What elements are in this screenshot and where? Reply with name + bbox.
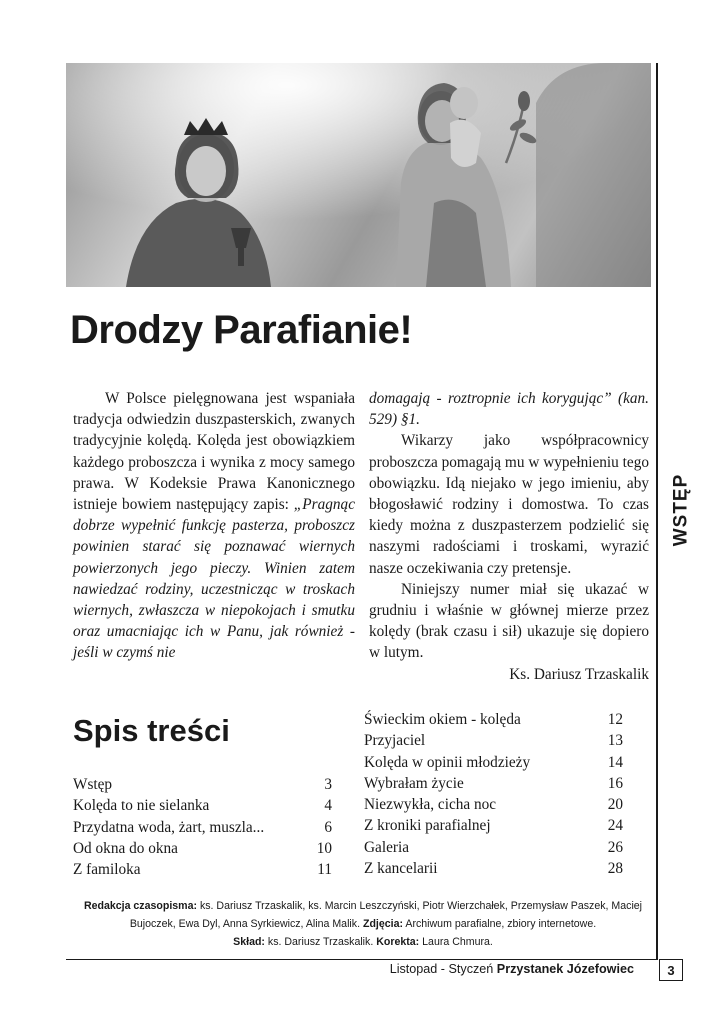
toc-item[interactable] — [364, 794, 623, 815]
toc-item[interactable] — [364, 837, 623, 858]
editorial-names: ks. Dariusz Trzaskalik, ks. Marcin Leszczyński, Piotr Wierzchałek, Przemysław Paszek, Maciej Bujoczek, Ewa Dyl, Anna Syrkiewicz, Alina Malik. — [129, 900, 643, 930]
article-paragraph-3: Niniejszy numer miał się ukazać w grudniu i właśnie w głównej mierze przez kolędy (brak czasu i sił) ukazuje się dopiero w lutym. — [369, 580, 649, 662]
editorial-credits — [78, 897, 648, 951]
quote-continuation — [369, 388, 649, 430]
toc-item-label: Niezwykła, cicha noc — [364, 796, 497, 814]
toc-item-page: 16 — [607, 774, 623, 792]
toc-item[interactable] — [364, 709, 623, 730]
toc-list-right — [364, 709, 623, 879]
toc-item-page: 10 — [316, 839, 332, 857]
toc-item-label: Z kroniki parafialnej — [364, 817, 491, 835]
toc-item[interactable] — [73, 817, 332, 838]
typeset-label: Skład: — [233, 936, 265, 948]
toc-item[interactable] — [73, 774, 332, 795]
page-footer — [390, 962, 634, 976]
section-tab — [661, 460, 701, 560]
toc-item[interactable] — [73, 838, 332, 859]
magazine-title: Przystanek Józefowiec — [496, 962, 634, 976]
photos-source: Archiwum parafialne, zbiory internetowe. — [403, 918, 597, 930]
toc-item-label: Galeria — [364, 838, 410, 856]
article-column-right — [369, 388, 649, 685]
toc-item[interactable] — [73, 795, 332, 816]
toc-item-label: Z kancelarii — [364, 860, 438, 878]
toc-item-page: 26 — [607, 838, 623, 856]
toc-item-page: 6 — [324, 818, 332, 836]
toc-item-label: Wybrałam życie — [364, 774, 464, 792]
toc-title: Spis treści — [73, 713, 230, 748]
quote-end: domagają - roztropnie ich korygując” (kan. 529) §1. — [369, 390, 649, 429]
editorial-label: Redakcja czasopisma: — [83, 900, 197, 912]
paragraph-1-text: W Polsce pielęgnowana jest wspaniała tradycja odwiedzin duszpasterskich, zwanych tradycyjnie kolędą. Kolęda jest obowiązkiem każdego proboszcza i wynika z mocy samego prawa. W Kodeksie Prawa Kanonicznego istnieje bowiem następujący zapis: — [73, 390, 355, 514]
toc-item-label: Kolęda w opinii młodzieży — [364, 753, 531, 771]
section-label: WSTĘP — [670, 473, 691, 547]
toc-item-page: 28 — [607, 860, 623, 878]
article-column-left — [73, 388, 355, 664]
footer-rule — [66, 959, 658, 960]
headline: Drodzy Parafianie! — [70, 308, 413, 352]
toc-item-page: 13 — [607, 732, 623, 750]
vertical-rule — [656, 63, 658, 960]
author-signature: Ks. Dariusz Trzaskalik — [509, 665, 649, 683]
issue-period: Listopad - Styczeń — [389, 962, 494, 976]
toc-item-label: Przyjaciel — [364, 732, 426, 750]
toc-item[interactable] — [364, 773, 623, 794]
toc-item-label: Świeckim okiem - kolęda — [364, 711, 521, 728]
toc-item-page: 11 — [317, 861, 332, 879]
toc-item[interactable] — [364, 815, 623, 836]
header-photo — [66, 63, 651, 287]
toc-item-page: 12 — [607, 711, 623, 728]
statues-illustration — [66, 63, 651, 287]
typeset-name: ks. Dariusz Trzaskalik. — [264, 936, 374, 948]
toc-item-page: 14 — [607, 753, 623, 771]
toc-item-page: 20 — [607, 796, 623, 814]
toc-item-page: 4 — [324, 797, 332, 815]
page-number: 3 — [659, 959, 683, 981]
toc-list-left — [73, 774, 332, 880]
canon-law-quote: „Pragnąc dobrze wypełnić funkcję pasterza, proboszcz powinien starać się poznawać wiernych powierzonych jego pieczy. Winien zatem nawiedzać rodziny, uczestnicząc w troskach wiernych, zwłaszcza w niepokojach i smutku oraz umacniając ich w Panu, jak również - jeśli w czymś nie — [73, 496, 355, 662]
toc-item[interactable] — [364, 858, 623, 879]
proof-name: Laura Chmura. — [419, 936, 493, 948]
photos-label: Zdjęcia: — [362, 918, 404, 930]
toc-item-label: Wstęp — [73, 776, 113, 793]
toc-item-label: Od okna do okna — [73, 839, 178, 857]
toc-item-label: Z familoka — [73, 861, 141, 879]
toc-item-label: Kolęda to nie sielanka — [73, 797, 210, 815]
toc-item-page: 24 — [607, 817, 623, 835]
toc-item[interactable] — [364, 752, 623, 773]
toc-item[interactable] — [73, 859, 332, 880]
article-paragraph-2: Wikarzy jako współpracownicy proboszcza pomagają mu w wypełnieniu tego obowiązku. Idą niejako w jego imieniu, aby błogosławić rodziny i domostwa. To czas kiedy można z duszpasterzem podzielić się naszymi radościami i troskami, wyrazić nasze oczekiwania czy pretensje. — [369, 432, 649, 577]
toc-item-label: Przydatna woda, żart, muszla... — [73, 818, 265, 836]
article-paragraph-1 — [73, 388, 355, 664]
proof-label: Korekta: — [376, 936, 420, 948]
toc-item-page: 3 — [324, 776, 332, 793]
toc-item[interactable] — [364, 730, 623, 751]
